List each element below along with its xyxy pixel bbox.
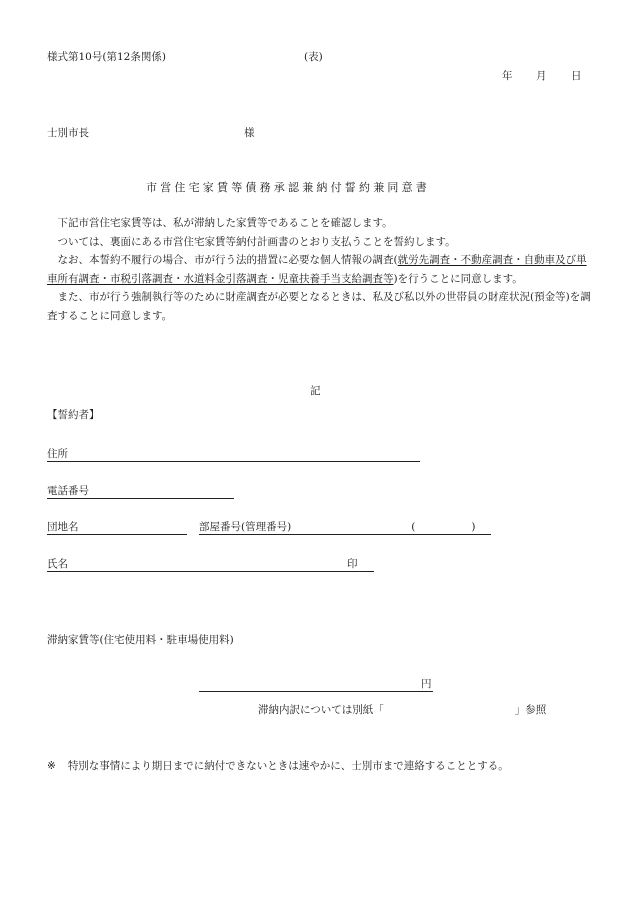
- paragraph-consent-investigation: [47, 251, 592, 288]
- paragraph-confirm: 下記市営住宅家賃等は、私が滞納した家賃等であることを確認します。: [57, 217, 393, 229]
- note-row: [47, 760, 509, 773]
- name-field[interactable]: [47, 558, 374, 572]
- detail-prefix: 滞納内訳については別紙「: [258, 704, 384, 716]
- paragraph-pledge: ついては、裏面にある市営住宅家賃等納付計画書のとおり支払うことを誓約します。: [57, 235, 456, 248]
- management-paren-close: ): [471, 521, 476, 533]
- arrears-detail-row: [258, 704, 546, 717]
- address-label: 住所: [47, 448, 68, 460]
- date-day-label: 日: [571, 70, 582, 82]
- consent-text-a: なお、本誓約不履行の場合、市が行う法的措置に必要な個人情報の調査(: [57, 254, 398, 266]
- ki-label: 記: [310, 385, 321, 397]
- arrears-label: 滞納家賃等(住宅使用料・駐車場使用料): [47, 634, 234, 646]
- management-paren-open: (: [411, 521, 416, 533]
- investigation-list: 就労先調査・不動産調査・自動車及び単車所有調査・市税引落調査・水道料金引落調査・児童扶養手当支給調査等: [47, 254, 587, 285]
- consent-text-b: )を行うことに同意します。: [393, 272, 523, 285]
- room-field[interactable]: [199, 521, 491, 535]
- phone-label: 電話番号: [47, 485, 89, 497]
- body-text: [47, 214, 592, 325]
- name-label: 氏名: [47, 558, 68, 570]
- addressee-honorific: 様: [244, 127, 255, 139]
- address-row: [47, 448, 420, 462]
- date-year-label: 年: [502, 70, 513, 82]
- address-field[interactable]: [47, 448, 420, 462]
- pledger-heading: 【誓約者】: [47, 409, 100, 421]
- addressee-name: 士別市長: [47, 127, 89, 139]
- arrears-amount-row: [199, 678, 433, 692]
- complex-label: 団地名: [47, 521, 79, 533]
- note-mark: ※: [47, 760, 56, 772]
- phone-field[interactable]: [47, 485, 234, 499]
- note-text: 特別な事情により期日までに納付できないときは速やかに、士別市まで連絡することとする。: [67, 760, 509, 772]
- arrears-amount-field[interactable]: [199, 678, 433, 692]
- seal-mark: 印: [347, 558, 358, 570]
- yen-label: 円: [421, 678, 432, 690]
- phone-row: [47, 485, 234, 499]
- room-label: 部屋番号(管理番号): [199, 521, 292, 533]
- complex-field[interactable]: [47, 521, 187, 535]
- date-month-label: 月: [536, 70, 547, 82]
- detail-suffix: 」参照: [514, 704, 547, 716]
- name-row: [47, 558, 374, 572]
- document-title: 市営住宅家賃等債務承認兼納付誓約兼同意書: [146, 181, 430, 194]
- side-label: (表): [304, 51, 323, 63]
- complex-row: [47, 521, 187, 535]
- form-number: 様式第10号(第12条関係): [47, 51, 166, 63]
- paragraph-consent-assets: また、市が行う強制執行等のために財産調査が必要となるときは、私及び私以外の世帯員の財産状況(預金等)を調査することに同意します。: [47, 291, 591, 322]
- room-row: [199, 521, 491, 535]
